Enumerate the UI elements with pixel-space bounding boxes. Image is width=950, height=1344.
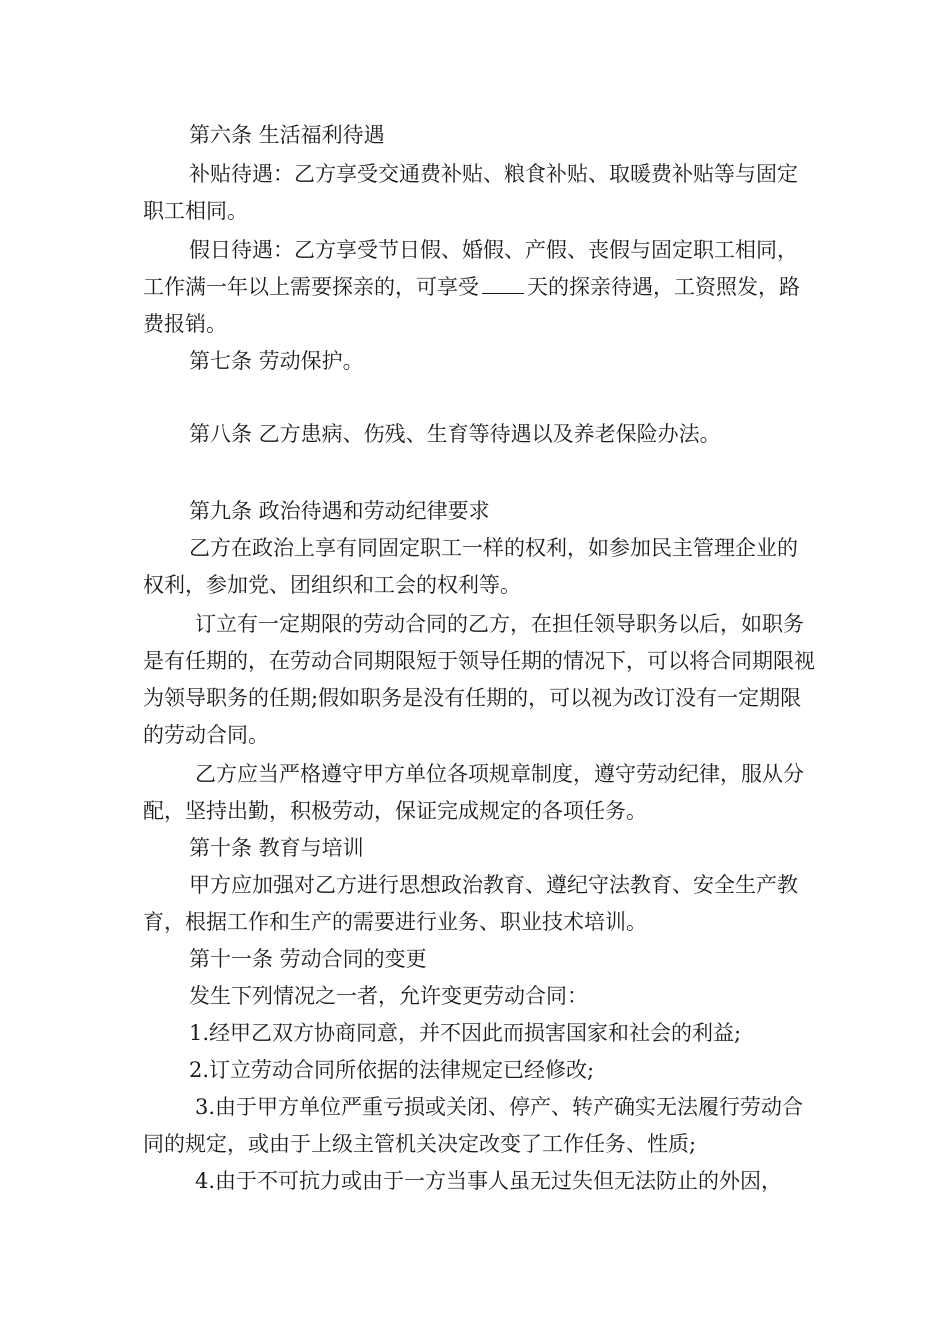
article-11-heading: 第十一条 劳动合同的变更 [189, 947, 427, 971]
blank-space [143, 453, 815, 493]
article-11-item-2: 2.订立劳动合同所依据的法律规定已经修改; [189, 1058, 595, 1082]
article-6-heading: 第六条 生活福利待遇 [189, 123, 385, 147]
article-9-discipline-paragraph: 乙方应当严格遵守甲方单位各项规章制度，遵守劳动纪律，服从分配，坚持出勤，积极劳动，保证完成规定的各项任务。 [143, 762, 804, 823]
blank-space [143, 380, 815, 416]
article-10-training-paragraph: 甲方应加强对乙方进行思想政治教育、遵纪守法教育、安全生产教育，根据工作和生产的需要进行业务、职业技术培训。 [143, 873, 798, 934]
article-8-heading: 第八条 乙方患病、伤残、生育等待遇以及养老保险办法。 [189, 422, 721, 446]
days-blank-field [482, 273, 524, 294]
article-9-term-paragraph: 订立有一定期限的劳动合同的乙方，在担任领导职务以后，如职务是有任期的，在劳动合同期限短于领导任期的情况下，可以将合同期限视为领导职务的任期;假如职务是没有任期的，可以视为改订没有一定期限的劳动合同。 [143, 612, 815, 747]
article-11-item-3: 3.由于甲方单位严重亏损或关闭、停产、转产确实无法履行劳动合同的规定，或由于上级主管机关决定改变了工作任务、性质; [143, 1095, 804, 1156]
document-body [143, 117, 815, 1200]
article-6-subsidy-paragraph: 补贴待遇：乙方享受交通费补贴、粮食补贴、取暖费补贴等与固定职工相同。 [143, 162, 798, 223]
article-7-heading: 第七条 劳动保护。 [189, 349, 364, 373]
holiday-text-before: 假日待遇：乙方享受节日假、婚假、产假、丧假与固定职工相同，工作满一年以上需要探亲的，可享受 [143, 238, 798, 299]
article-11-intro-paragraph: 发生下列情况之一者，允许变更劳动合同： [189, 984, 588, 1008]
article-9-rights-paragraph: 乙方在政治上享有同固定职工一样的权利，如参加民主管理企业的权利，参加党、团组织和工会的权利等。 [143, 536, 798, 597]
article-9-heading: 第九条 政治待遇和劳动纪律要求 [189, 499, 490, 523]
holiday-text-after: 天的探亲待遇，工资照发，路费报销。 [143, 275, 800, 336]
article-6-holiday-paragraph [143, 232, 815, 343]
article-11-item-1: 1.经甲乙双方协商同意，并不因此而损害国家和社会的利益; [189, 1021, 742, 1045]
article-11-item-4: 4.由于不可抗力或由于一方当事人虽无过失但无法防止的外因， [195, 1169, 783, 1193]
article-10-heading: 第十条 教育与培训 [189, 836, 364, 860]
